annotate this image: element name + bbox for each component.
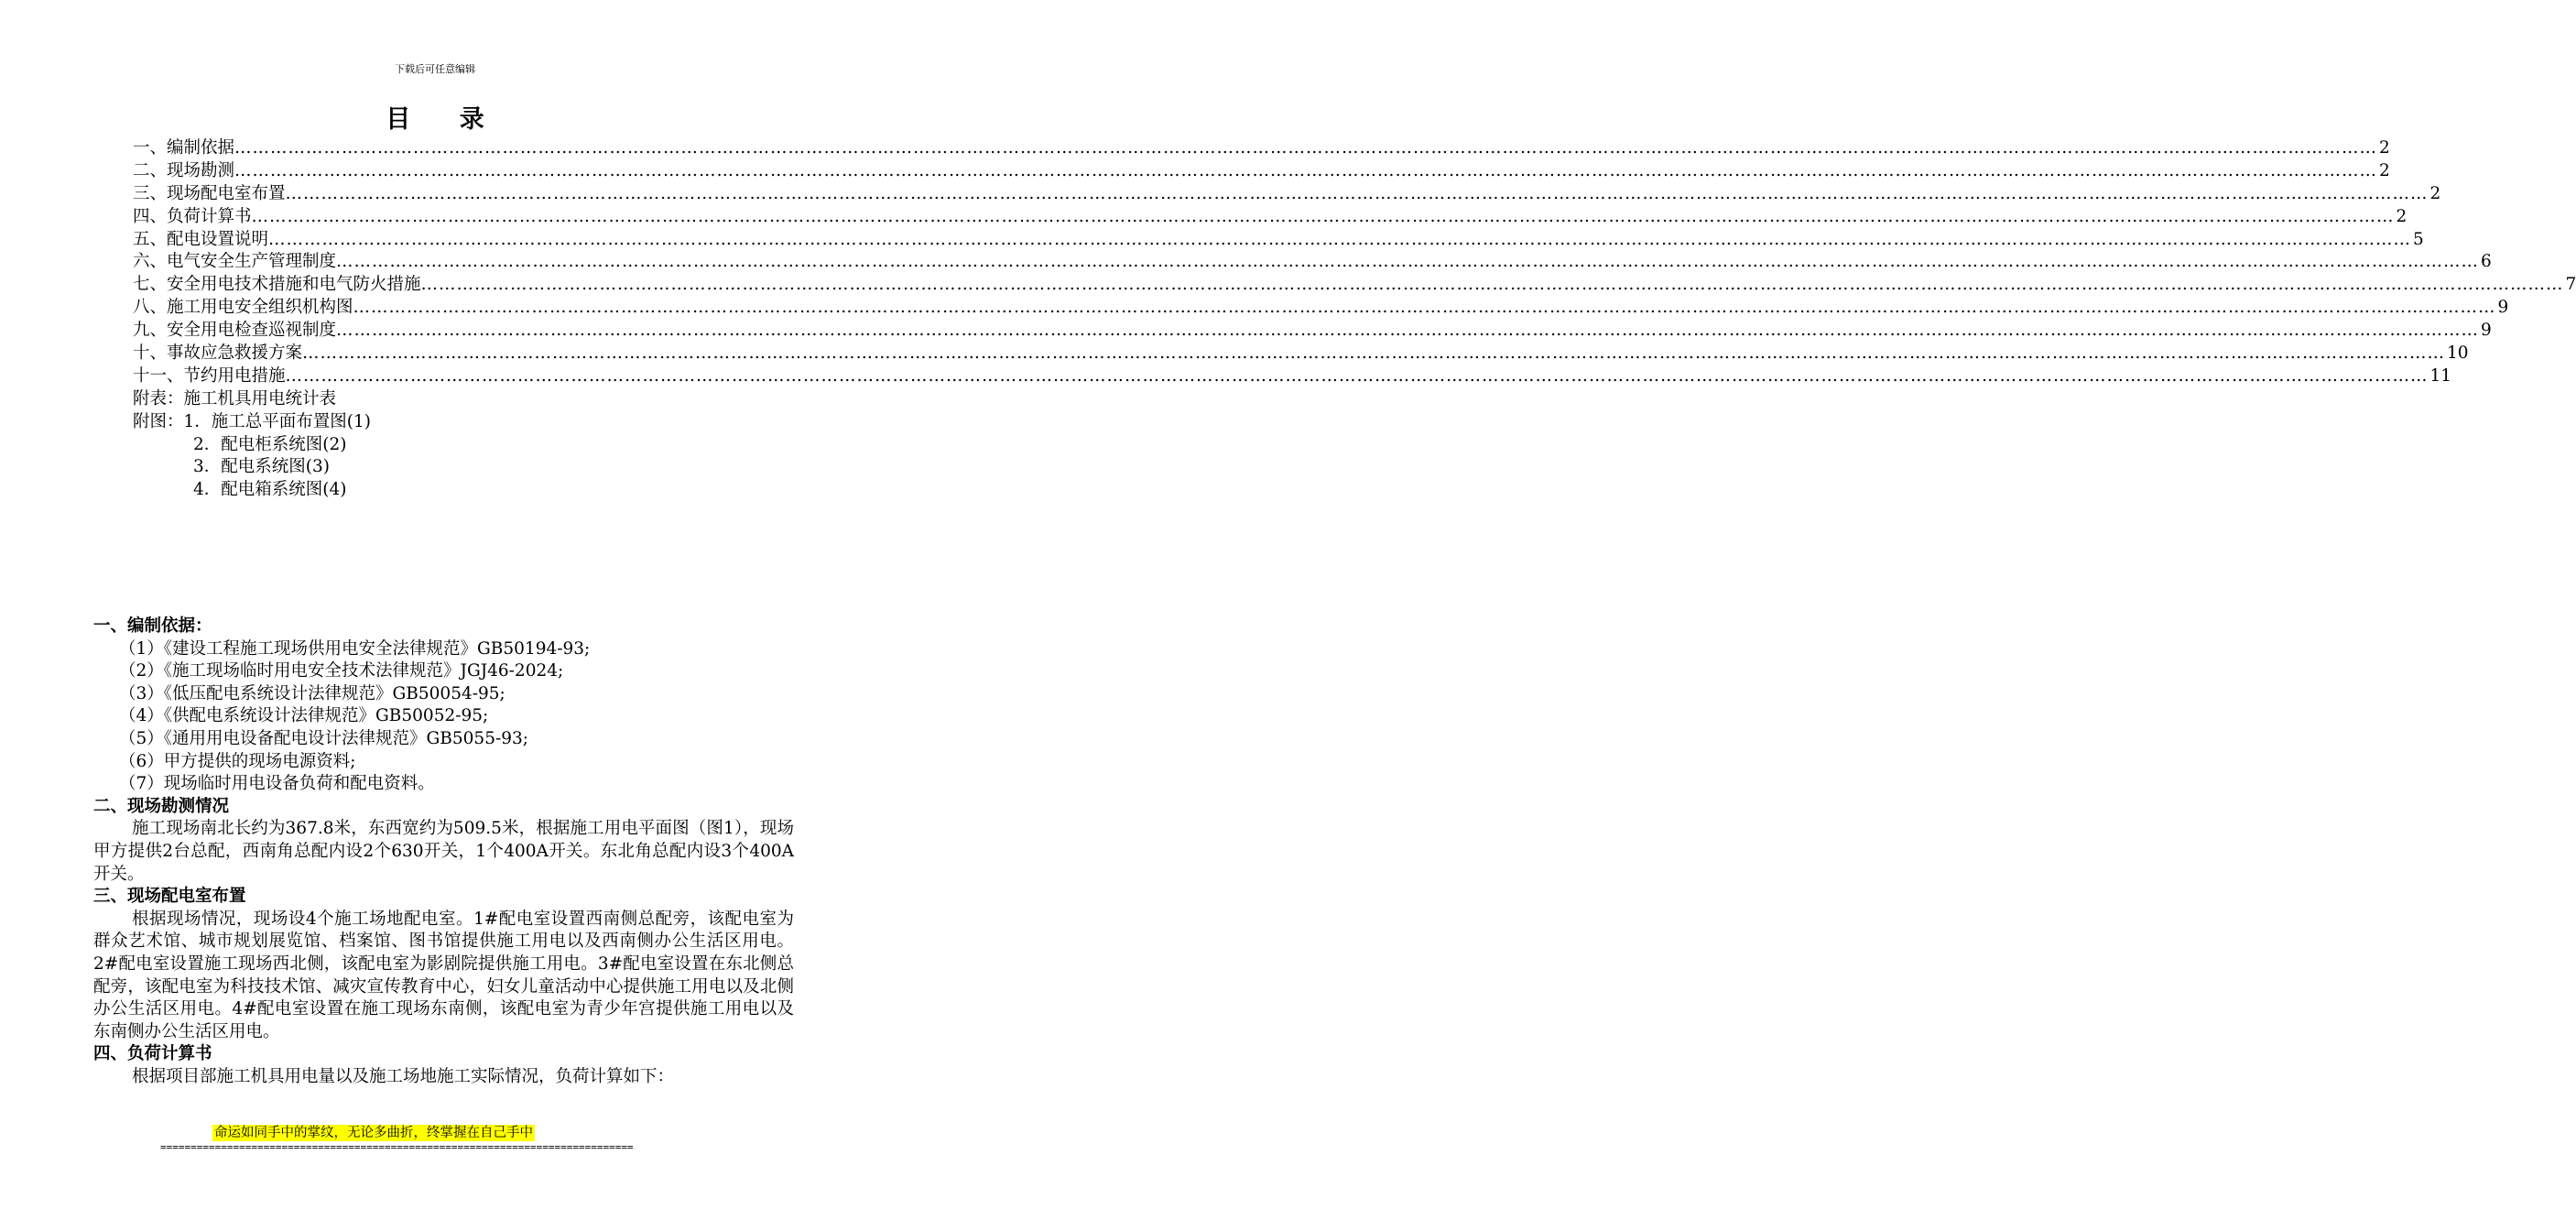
toc-entry[interactable] xyxy=(133,274,2576,297)
load-calculation-paragraph: 根据项目部施工机具用电量以及施工场地施工实际情况，负荷计算如下： xyxy=(132,1066,675,1086)
toc-entry-page-number: 5 xyxy=(2413,229,2424,249)
section-heading-basis: 一、编制依据： xyxy=(93,616,212,636)
toc-entry[interactable] xyxy=(133,297,2509,320)
section-heading-distribution-room: 三、现场配电室布置 xyxy=(93,887,246,907)
toc-appendix-table[interactable]: 附表：施工机具用电统计表 xyxy=(133,388,337,409)
section-heading-survey: 二、现场勘测情况 xyxy=(93,796,230,816)
toc-dot-leader: ……………………………………………………………………………………………………………………………………………………………………………………………………………………………………………………………………………………………………………………………… xyxy=(336,321,2480,341)
toc-entry-label: 三、现场配电室布置 xyxy=(133,183,286,203)
toc-dot-leader: ……………………………………………………………………………………………………………………………………………………………………………………………………………………………………………………………………………………………………………………………… xyxy=(302,343,2446,364)
toc-entry-label: 十、事故应急救援方案 xyxy=(133,343,303,364)
footer-motto: 命运如同手中的掌纹，无论多曲折，终掌握在自己手中 xyxy=(214,1126,533,1140)
toc-entry-page-number: 10 xyxy=(2447,343,2469,364)
toc-entry[interactable] xyxy=(133,206,2408,229)
toc-entry-label: 一、编制依据 xyxy=(133,138,235,158)
toc-dot-leader: ……………………………………………………………………………………………………………………………………………………………………………………………………………………………………………………………………………………………………………………………… xyxy=(420,275,2564,295)
section-heading-load-calculation: 四、负荷计算书 xyxy=(93,1044,212,1064)
toc-entry[interactable] xyxy=(133,365,2452,388)
header-note: 下载后可任意编辑 xyxy=(395,63,475,75)
toc-entry-label: 二、现场勘测 xyxy=(133,160,235,180)
toc-entry-page-number: 6 xyxy=(2481,252,2492,272)
toc-entry-page-number: 9 xyxy=(2497,298,2509,318)
toc-entry-page-number: 7 xyxy=(2565,275,2576,295)
toc-dot-leader: ……………………………………………………………………………………………………………………………………………………………………………………………………………………………………………………………………………………………………………………………… xyxy=(268,229,2412,249)
toc-entry-label: 四、负荷计算书 xyxy=(133,206,252,226)
toc-appendix-figure[interactable]: 2．配电柜系统图(2) xyxy=(193,434,347,454)
toc-dot-leader: ……………………………………………………………………………………………………………………………………………………………………………………………………………………………………………………………………………………………………………………………… xyxy=(353,298,2496,318)
toc-appendix-figure[interactable]: 4．配电箱系统图(4) xyxy=(193,480,347,500)
toc-dot-leader: ……………………………………………………………………………………………………………………………………………………………………………………………………………………………………………………………………………………………………………………………… xyxy=(234,160,2378,180)
toc-entry-page-number: 11 xyxy=(2429,365,2452,386)
basis-item: （5）《通用用电设备配电设计法律规范》GB5055-93; xyxy=(119,728,529,748)
survey-paragraph: 施工现场南北长约为367.8米，东西宽约为509.5米，根据施工用电平面图（图1），现场甲方提供2台总配，西南角总配内设2个630开关，1个400A开关。东北角总配内设3个400A开关。 xyxy=(93,819,794,884)
basis-item: （3）《低压配电系统设计法律规范》GB50054-95; xyxy=(119,683,505,703)
basis-item: （4）《供配电系统设计法律规范》GB50052-95; xyxy=(119,706,489,726)
basis-item: （7）现场临时用电设备负荷和配电资料。 xyxy=(119,774,435,794)
toc-dot-leader: ……………………………………………………………………………………………………………………………………………………………………………………………………………………………………………………………………………………………………………………………… xyxy=(285,365,2429,386)
toc-entry[interactable] xyxy=(133,160,2390,183)
toc-dot-leader: ……………………………………………………………………………………………………………………………………………………………………………………………………………………………………………………………………………………………………………………………… xyxy=(234,138,2378,158)
basis-item: （2）《施工现场临时用电安全技术法律规范》JGJ46-2024; xyxy=(119,661,564,681)
toc-entry-page-number: 2 xyxy=(2379,160,2390,180)
toc-entry[interactable] xyxy=(133,320,2492,343)
toc-entry[interactable] xyxy=(133,343,2469,365)
toc-entry-label: 七、安全用电技术措施和电气防火措施 xyxy=(133,275,421,295)
toc-dot-leader: ……………………………………………………………………………………………………………………………………………………………………………………………………………………………………………………………………………………………………………………………… xyxy=(251,206,2395,226)
toc-dot-leader: ……………………………………………………………………………………………………………………………………………………………………………………………………………………………………………………………………………………………………………………………… xyxy=(285,183,2429,203)
toc-dot-leader: ……………………………………………………………………………………………………………………………………………………………………………………………………………………………………………………………………………………………………………………………… xyxy=(336,252,2480,272)
toc-entry-label: 六、电气安全生产管理制度 xyxy=(133,252,337,272)
table-of-contents xyxy=(133,137,2576,502)
toc-appendix-figure[interactable]: 附图：1．施工总平面布置图(1) xyxy=(133,411,371,431)
basis-item: （6）甲方提供的现场电源资料; xyxy=(119,751,356,771)
basis-item: （1）《建设工程施工现场供用电安全法律规范》GB50194-93; xyxy=(119,638,591,659)
toc-title: 目 录 xyxy=(386,105,505,134)
toc-entry-label: 十一、节约用电措施 xyxy=(133,365,286,386)
document-body xyxy=(93,616,794,1088)
distribution-room-paragraph: 根据现场情况，现场设4个施工场地配电室。1#配电室设置西南侧总配旁，该配电室为群众艺术馆、城市规划展览馆、档案馆、图书馆提供施工用电以及西南侧办公生活区用电。2#配电室设置施工现场西北侧，该配电室为影剧院提供施工用电。3#配电室设置在东北侧总配旁，该配电室为科技技术馆、减灾宣传教育中心，妇女儿童活动中心提供施工用电以及北侧办公生活区用电。4#配电室设置在施工现场东南侧，该配电室为青少年宫提供施工用电以及东南侧办公生活区用电。 xyxy=(93,909,794,1041)
toc-entry-page-number: 2 xyxy=(2379,138,2390,158)
toc-entry-page-number: 2 xyxy=(2429,183,2441,203)
toc-entry-page-number: 2 xyxy=(2396,206,2408,226)
toc-entry[interactable] xyxy=(133,251,2492,274)
toc-entry-label: 九、安全用电检查巡视制度 xyxy=(133,321,337,341)
toc-entry[interactable] xyxy=(133,229,2424,252)
toc-entry-page-number: 9 xyxy=(2481,321,2492,341)
toc-entry[interactable] xyxy=(133,137,2390,160)
toc-entry-label: 五、配电设置说明 xyxy=(133,229,269,249)
toc-appendix-figure[interactable]: 3．配电系统图(3) xyxy=(193,457,330,477)
footer-rule: ============================================================================== xyxy=(160,1141,634,1153)
toc-entry-label: 八、施工用电安全组织机构图 xyxy=(133,298,353,318)
toc-entry[interactable] xyxy=(133,183,2441,206)
toc-entries xyxy=(133,137,2576,388)
